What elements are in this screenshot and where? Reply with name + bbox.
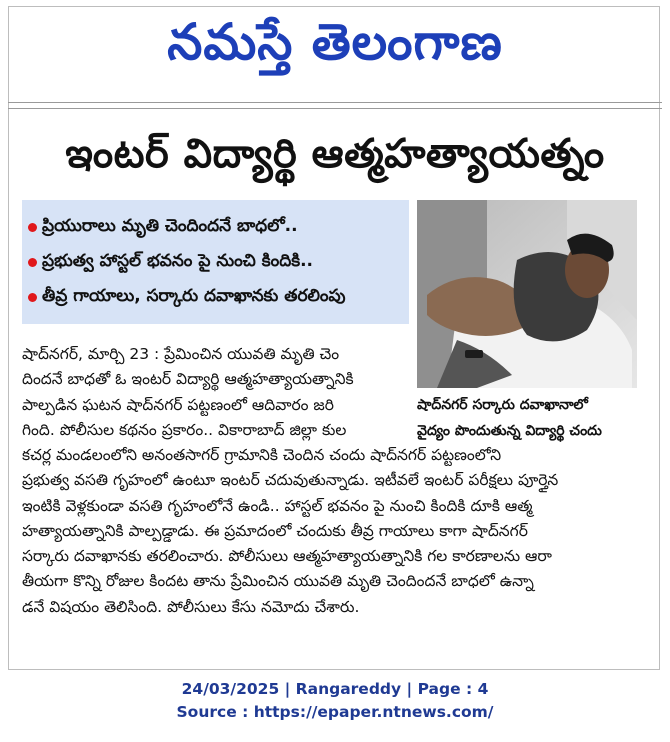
highlight-text: తీవ్ర గాయాలు, సర్కారు దవాఖానకు తరలింపు (42, 285, 346, 306)
body-line: డనే విషయం తెలిసింది. పోలీసులు కేసు నమోదు చేశారు. (22, 597, 360, 616)
highlight-item (28, 210, 403, 245)
highlight-text: ప్రియురాలు మృతి చెందిందనే బాధలో.. (42, 215, 298, 236)
caption-line: షాద్‌నగర్ సర్కారు దవాఖానాలో (417, 397, 588, 413)
article-body-full-width (22, 443, 638, 620)
body-line: గింది. పోలీసుల కథనం ప్రకారం.. వికారాబాద్ జిల్లా కుల (22, 420, 347, 439)
body-line: షాద్‌నగర్, మార్చి 23 : ప్రేమించిన యువతి మృతి చెం (22, 345, 340, 363)
masthead-rule-bottom (8, 108, 662, 109)
source-link[interactable]: Source : https://epaper.ntnews.com/ (176, 703, 494, 721)
edition-meta: 24/03/2025 | Rangareddy | Page : 4 (181, 680, 489, 698)
highlight-item (28, 245, 403, 280)
masthead-rule-top (8, 102, 662, 103)
body-line: తీయగా కొన్ని రోజుల కిందట తాను ప్రేమించిన యువతి మృతి చెందిందనే బాధలో ఉన్నా (22, 572, 534, 591)
red-bullet-icon (28, 223, 37, 232)
red-bullet-icon (28, 293, 37, 302)
body-line: కచర్ల మండలంలోని అనంతసాగర్ గ్రామానికి చెందిన చందు షాద్‌నగర్ పట్టణంలోని (22, 446, 502, 464)
news-photo (417, 200, 637, 388)
photo-caption (417, 392, 637, 444)
highlight-text: ప్రభుత్వ హాస్టల్ భవనం పై నుంచి కిందికి.. (42, 250, 314, 271)
highlights-box (22, 200, 409, 324)
red-bullet-icon (28, 258, 37, 267)
article-headline: ఇంటర్ విద్యార్థి ఆత్మహత్యాయత్నం (65, 131, 605, 177)
highlight-item (28, 280, 403, 315)
body-line: హత్యాయత్నానికి పాల్పడ్డాడు. ఈ ప్రమాదంలో చందుకు తీవ్ర గాయాలు కాగా షాద్‌నగర్ (22, 521, 528, 540)
newspaper-masthead: నమస్తే తెలంగాణ (167, 13, 503, 71)
body-line: సర్కారు దవాఖానకు తరలించారు. పోలీసులు ఆత్మహత్యాయత్నానికి గల కారణాలను ఆరా (22, 547, 552, 566)
body-line: దిందనే బాధతో ఓ ఇంటర్ విద్యార్థి ఆత్మహత్యాయత్నానికి (22, 370, 354, 389)
body-line: ప్రభుత్వ వసతి గృహంలో ఉంటూ ఇంటర్ చదువుతున్నాడు. ఇటీవలే ఇంటర్ పరీక్షలు పూర్తైన (22, 471, 559, 490)
body-line: ఇంటికి వెళ్లకుండా వసతి గృహంలోనే ఉండి.. హాస్టల్ భవనం పై నుంచి కిందికి దూకి ఆత్మ (22, 496, 533, 515)
body-line: పాల్పడిన ఘటన షాద్‌నగర్ పట్టణంలో ఆదివారం జరి (22, 395, 334, 414)
article-body-left-column (22, 342, 409, 443)
caption-line: వైద్యం పొందుతున్న విద్యార్థి చందు (417, 423, 602, 439)
